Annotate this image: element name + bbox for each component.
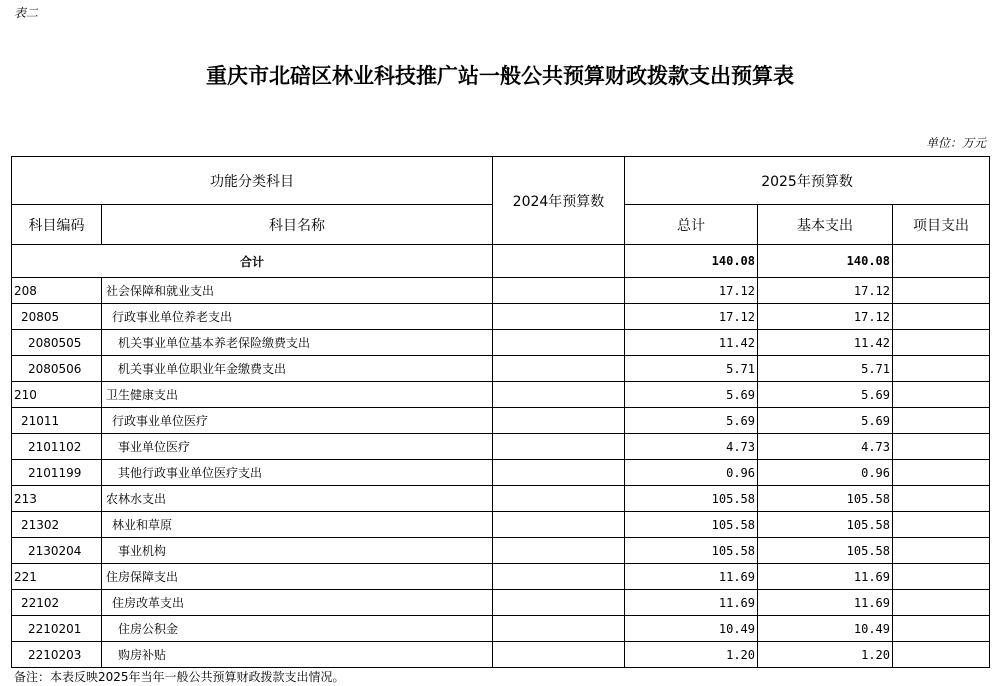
row-prev-year: [493, 590, 625, 616]
row-name-text: 住房公积金: [118, 622, 179, 636]
row-total: 5.71: [625, 356, 758, 382]
row-name-text: 农林水支出: [106, 492, 167, 506]
row-name: [102, 564, 493, 590]
row-prev-year: [493, 642, 625, 668]
table-row: [12, 564, 990, 590]
header-basic: 基本支出: [758, 205, 893, 245]
table-number-label: 表二: [14, 6, 39, 20]
header-code: 科目编码: [12, 205, 102, 245]
row-prev-year: [493, 538, 625, 564]
table-row: [12, 408, 990, 434]
row-project: [893, 356, 990, 382]
row-basic: 10.49: [758, 616, 893, 642]
row-code: 2101102: [12, 434, 102, 460]
total-amount: 140.08: [625, 245, 758, 278]
row-total: 17.12: [625, 304, 758, 330]
row-name-text: 林业和草原: [112, 518, 173, 532]
row-total: 4.73: [625, 434, 758, 460]
table-row: [12, 460, 990, 486]
row-prev-year: [493, 356, 625, 382]
row-prev-year: [493, 460, 625, 486]
row-basic: 5.71: [758, 356, 893, 382]
row-project: [893, 330, 990, 356]
table-row: [12, 382, 990, 408]
table-row: [12, 512, 990, 538]
row-name: [102, 538, 493, 564]
row-total: 11.69: [625, 564, 758, 590]
row-prev-year: [493, 434, 625, 460]
row-project: [893, 460, 990, 486]
total-label: 合计: [12, 245, 493, 278]
row-project: [893, 538, 990, 564]
header-project: 项目支出: [893, 205, 990, 245]
row-basic: 0.96: [758, 460, 893, 486]
row-basic: 105.58: [758, 486, 893, 512]
row-name-text: 住房保障支出: [106, 570, 179, 584]
row-project: [893, 304, 990, 330]
row-code: 2210201: [12, 616, 102, 642]
row-name-text: 卫生健康支出: [106, 388, 179, 402]
row-name: [102, 434, 493, 460]
total-prev: [493, 245, 625, 278]
row-code: 2210203: [12, 642, 102, 668]
row-code: 2080505: [12, 330, 102, 356]
row-total: 1.20: [625, 642, 758, 668]
row-total: 105.58: [625, 538, 758, 564]
row-name: [102, 642, 493, 668]
header-func-category: 功能分类科目: [12, 157, 493, 205]
row-code: 208: [12, 278, 102, 304]
row-total: 11.42: [625, 330, 758, 356]
row-basic: 11.69: [758, 590, 893, 616]
row-total: 105.58: [625, 512, 758, 538]
row-total: 11.69: [625, 590, 758, 616]
row-name: [102, 330, 493, 356]
row-name: [102, 382, 493, 408]
row-code: 2101199: [12, 460, 102, 486]
row-basic: 5.69: [758, 382, 893, 408]
row-prev-year: [493, 304, 625, 330]
row-prev-year: [493, 512, 625, 538]
row-prev-year: [493, 616, 625, 642]
row-code: 210: [12, 382, 102, 408]
row-name-text: 社会保障和就业支出: [106, 284, 215, 298]
row-total: 0.96: [625, 460, 758, 486]
row-basic: 105.58: [758, 538, 893, 564]
row-prev-year: [493, 382, 625, 408]
header-prev-year: 2024年预算数: [493, 157, 625, 245]
row-name: [102, 356, 493, 382]
row-total: 105.58: [625, 486, 758, 512]
row-total: 5.69: [625, 382, 758, 408]
row-code: 20805: [12, 304, 102, 330]
row-project: [893, 564, 990, 590]
row-basic: 5.69: [758, 408, 893, 434]
row-prev-year: [493, 278, 625, 304]
table-row: [12, 486, 990, 512]
row-total: 5.69: [625, 408, 758, 434]
table-row: [12, 590, 990, 616]
table-row: [12, 616, 990, 642]
row-name: [102, 590, 493, 616]
row-name: [102, 304, 493, 330]
row-project: [893, 512, 990, 538]
header-row-1: [12, 157, 990, 205]
page-title: 重庆市北碚区林业科技推广站一般公共预算财政拨款支出预算表: [206, 63, 794, 88]
row-name: [102, 460, 493, 486]
row-basic: 11.42: [758, 330, 893, 356]
table-row: [12, 642, 990, 668]
total-row: [12, 245, 990, 278]
row-project: [893, 434, 990, 460]
row-name-text: 事业机构: [118, 544, 167, 558]
row-basic: 1.20: [758, 642, 893, 668]
row-name-text: 购房补贴: [118, 648, 167, 662]
row-code: 2080506: [12, 356, 102, 382]
row-project: [893, 382, 990, 408]
row-name: [102, 486, 493, 512]
header-name: 科目名称: [102, 205, 493, 245]
row-code: 21302: [12, 512, 102, 538]
header-total: 总计: [625, 205, 758, 245]
row-name-text: 机关事业单位基本养老保险缴费支出: [118, 336, 311, 350]
row-code: 2130204: [12, 538, 102, 564]
row-project: [893, 590, 990, 616]
unit-label: 单位：万元: [925, 136, 986, 150]
row-code: 221: [12, 564, 102, 590]
row-prev-year: [493, 564, 625, 590]
row-basic: 17.12: [758, 304, 893, 330]
row-total: 17.12: [625, 278, 758, 304]
row-project: [893, 408, 990, 434]
row-name: [102, 512, 493, 538]
header-curr-year: 2025年预算数: [625, 157, 990, 205]
row-code: 22102: [12, 590, 102, 616]
row-basic: 105.58: [758, 512, 893, 538]
footnote: 备注：本表反映2025年当年一般公共预算财政拨款支出情况。: [14, 670, 345, 684]
row-name: [102, 278, 493, 304]
row-project: [893, 278, 990, 304]
table-row: [12, 278, 990, 304]
table-row: [12, 434, 990, 460]
table-row: [12, 330, 990, 356]
row-prev-year: [493, 408, 625, 434]
row-name: [102, 616, 493, 642]
table-row: [12, 538, 990, 564]
row-project: [893, 642, 990, 668]
total-project: [893, 245, 990, 278]
row-prev-year: [493, 486, 625, 512]
row-basic: 4.73: [758, 434, 893, 460]
total-basic: 140.08: [758, 245, 893, 278]
row-project: [893, 486, 990, 512]
row-name-text: 事业单位医疗: [118, 440, 191, 454]
row-prev-year: [493, 330, 625, 356]
row-code: 213: [12, 486, 102, 512]
table-row: [12, 356, 990, 382]
row-basic: 11.69: [758, 564, 893, 590]
row-basic: 17.12: [758, 278, 893, 304]
budget-table: [11, 156, 990, 668]
row-total: 10.49: [625, 616, 758, 642]
row-name-text: 住房改革支出: [112, 596, 185, 610]
row-project: [893, 616, 990, 642]
row-code: 21011: [12, 408, 102, 434]
row-name-text: 行政事业单位医疗: [112, 414, 209, 428]
table-row: [12, 304, 990, 330]
row-name-text: 行政事业单位养老支出: [112, 310, 233, 324]
row-name-text: 机关事业单位职业年金缴费支出: [118, 362, 287, 376]
row-name: [102, 408, 493, 434]
row-name-text: 其他行政事业单位医疗支出: [118, 466, 263, 480]
